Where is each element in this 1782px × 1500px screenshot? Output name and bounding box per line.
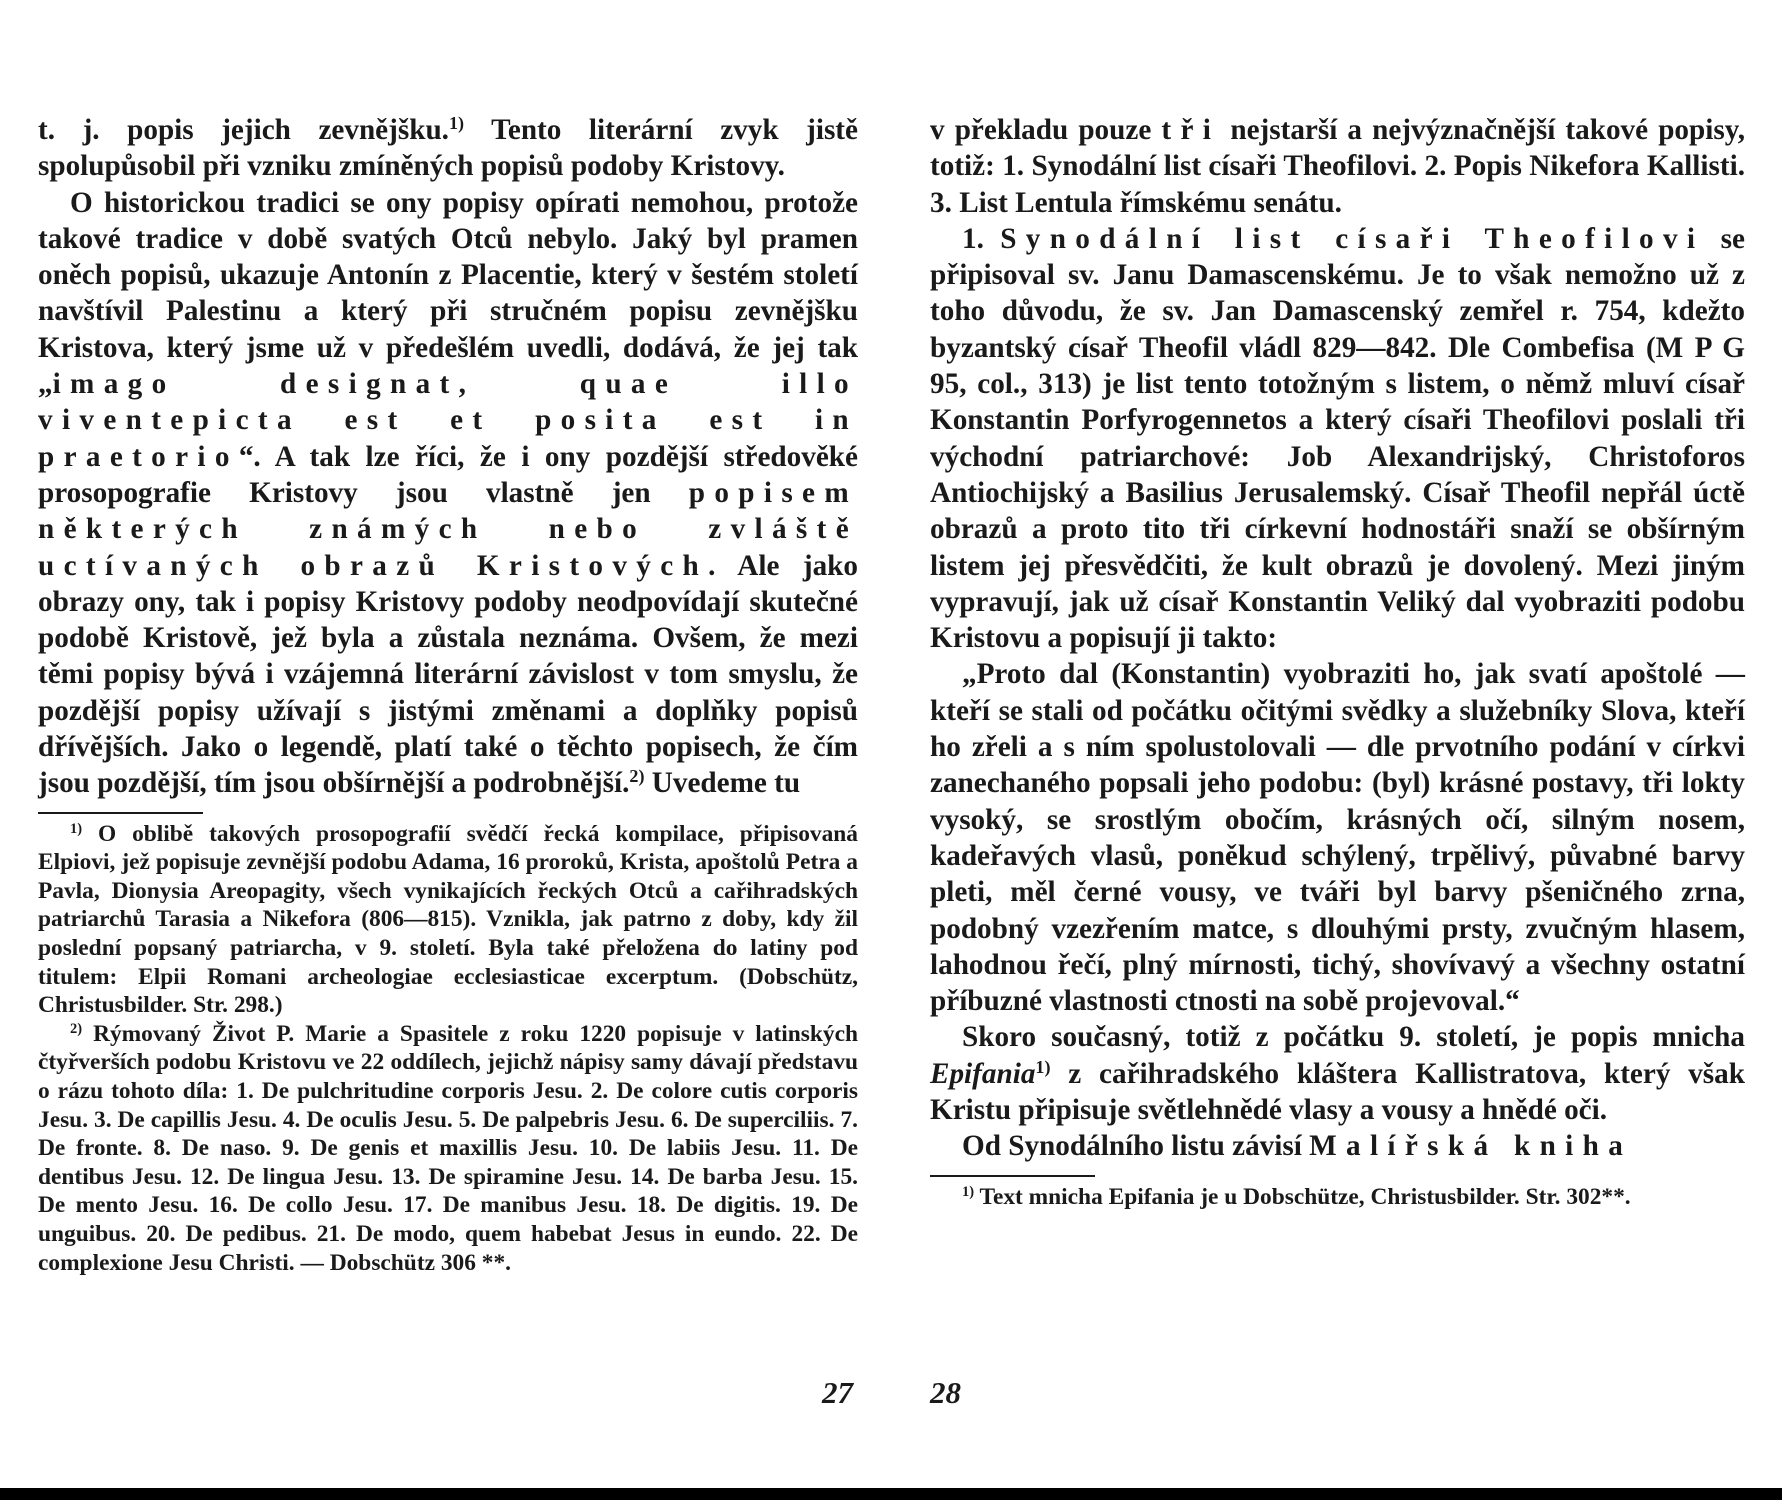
text-run: „Proto dal (Konstantin) vyobraziti ho, jak svatí apoštolé — kteří se stali od počátku očitými svědky a služebníky Slova, kteří ho zřeli a s ním spolustolovali — dle prvotního podání v církvi zanechaného popsali jeho podobu: (byl) krásné postavy, tři lokty vysoký, se srostlým obočím, krásných očí, silným nosem, kadeřavých vlasů, poněkud schýlený, trpělivý, půvabné barvy pleti, měl černé vousy, ve tváři byl barvy pšeničného zrna, podobný vzezřením matce, s dlouhými prsty, zvučným hlasem, lahodnou řečí, plný mírnosti, tichý, shovívavý a všechny ostatní příbuzné vlastnosti ctnosti na sobě projevoval.“ (930, 658, 1745, 1018)
paragraph (930, 1128, 1745, 1164)
text-run: . Ale jako obrazy ony, tak i popisy Kristovy podoby neodpovídají skutečné podobě Kristově, jež byla a zůstala neznáma. Ovšem, že mezi těmi popisy bývá i vzájemná literární závislost v tom smyslu, že pozdější popisy užívají s jistými změnami a doplňky popisů dřívějších. Jako o legendě, platí také o těchto popisech, že čím jsou pozdější, tím jsou obšírnější a podrobnější. (38, 549, 858, 800)
paragraph (930, 221, 1745, 657)
paragraph (930, 1019, 1745, 1128)
scan-bottom-edge (0, 1488, 1782, 1500)
paragraph (930, 656, 1745, 1019)
footnote (38, 1020, 858, 1277)
footnote-marker: 2) (70, 1020, 83, 1037)
spaced-emphasis: popisem některých známých nebo zvláště uctívaných obrazů Kristových (38, 476, 858, 582)
text-run: t. j. popis jejich zevnějšku. (38, 114, 449, 146)
spaced-emphasis: Synodální list císaři Theofilovi (1000, 222, 1705, 255)
spaced-emphasis: tři (1161, 114, 1221, 146)
footnote-marker: 2) (629, 766, 645, 787)
text-run: Rýmovaný Život P. Marie a Spasitele z roku 1220 popisuje v latinských čtyřverších podobu Kristovu ve 22 oddílech, jejichž nápisy samy dávají představu o rázu tohoto díla: 1. De pulchritudine corporis Jesu. 2. De colore cutis corporis Jesu. 3. De capillis Jesu. 4. De oculis Jesu. 5. De palpebris Jesu. 6. De superciliis. 7. De fronte. 8. De naso. 9. De genis et maxillis Jesu. 10. De labiis Jesu. 11. De dentibus Jesu. 12. De lingua Jesu. 13. De spiramine Jesu. 14. De barba Jesu. 15. De mento Jesu. 16. De collo Jesu. 17. De manibus Jesu. 18. De digitis. 19. De unguibus. 20. De pedibus. 21. De modo, quem habebat Jesus in eundo. 22. De complexione Jesu Christi. — Dobschütz 306 **. (38, 1020, 858, 1276)
text-run: Od Synodálního listu závisí (962, 1130, 1310, 1163)
text-run: O historickou tradici se ony popisy opírati nemohou, protože takové tradice v době svatých Otců nebylo. Jaký byl pramen oněch popisů, ukazuje Antonín z Placentie, který v šestém století navštívil Palestinu a který při stručném popisu zevnějšku Kristova, který jsme už v předešlém uvedli, dodává, že jej tak „ (38, 186, 858, 401)
footnote (38, 820, 858, 1020)
text-run: z cařihradského kláštera Kallistratova, který však Kristu připisuje světlehnědé vlasy a vousy a hnědé oči. (930, 1057, 1745, 1127)
footnote (930, 1183, 1745, 1212)
footnote-rule (38, 812, 203, 814)
left-page (38, 112, 858, 1277)
footnote-marker: 1) (70, 820, 83, 837)
text-run: O oblibě takových prosopografií svědčí řecká kompilace, připisovaná Elpiovi, jež popisuje zevnější podobu Adama, 16 proroků, Krista, apoštolů Petra a Pavla, Dionysia Areopagity, všech vynikajících řeckých Otců a cařihradských patriarchů Tarasia a Nikefora (806—815). Vznikla, jak patrno z doby, kdy žil poslední popsaný patriarcha, v 9. století. Byla také přeložena do latiny pod titulem: Elpii Romani archeologiae ecclesiasticae excerptum. (Dobschütz, Christusbilder. Str. 298.) (38, 820, 858, 1019)
spaced-emphasis: imago designat, quae illo viventepicta est et posita est in praetorio (38, 368, 858, 473)
italic-emphasis: Epifania (930, 1057, 1036, 1090)
right-body-text (930, 112, 1745, 1165)
text-run: 1. (962, 222, 1001, 255)
text-run: Uvedeme tu (644, 767, 801, 800)
footnote-marker: 1) (1035, 1056, 1051, 1077)
text-run: “. A tak lze říci, že i ony pozdější středověké prosopografie Kristovy jsou vlastně jen (38, 440, 858, 509)
paragraph (930, 112, 1745, 221)
footnote-marker: 1) (448, 113, 465, 134)
page-number-right: 28 (930, 1375, 961, 1410)
page-number-left: 27 (822, 1375, 853, 1410)
text-run: Skoro současný, totiž z počátku 9. století, je popis mnicha (962, 1021, 1745, 1054)
text-run: v překladu pouze (930, 114, 1162, 146)
paragraph (38, 112, 858, 185)
text-run: se připisoval sv. Janu Damascenskému. Je to však nemožno už z toho důvodu, že sv. Jan Damascenský zemřel r. 754, kdežto byzantský císař Theofil vládl 829—842. Dle Combefisa (M P G 95, col., 313) je list tento totožným s listem, o němž mluví císař Konstantin Porfyrogennetos a který císaři Theofilovi poslali tři východní patriarchové: Job Alexandrijský, Christoforos Antiochijský a Basilius Jerusalemský. Císař Theofil nepřál úctě obrazů a proto tito tři církevní hodnostáři snaží se obšírným listem jej přesvědčiti, že kult obrazů je dovolený. Mezi jiným vypravují, jak už císař Konstantin Veliký dal vyobraziti podobu Kristovu a popisují ji takto: (930, 222, 1745, 655)
left-body-text (38, 112, 858, 802)
footnote-rule (930, 1175, 1095, 1177)
paragraph (38, 185, 858, 802)
right-page (930, 112, 1745, 1211)
right-footnotes (930, 1183, 1745, 1212)
spaced-emphasis: Malířská kniha (1309, 1130, 1633, 1163)
left-footnotes (38, 820, 858, 1278)
text-run: Text mnicha Epifania je u Dobschütze, Christusbilder. Str. 302**. (974, 1183, 1631, 1210)
text-run: Tento literární zvyk jistě spolupůsobil při vzniku zmíněných popisů podoby Kristovy. (38, 114, 858, 183)
footnote-marker: 1) (962, 1183, 975, 1200)
text-run: nejstarší a nejvýznačnější takové popisy, totiž: 1. Synodální list císaři Theofilovi. 2. Popis Nikefora Kallisti. 3. List Lentula římskému senátu. (930, 114, 1746, 219)
